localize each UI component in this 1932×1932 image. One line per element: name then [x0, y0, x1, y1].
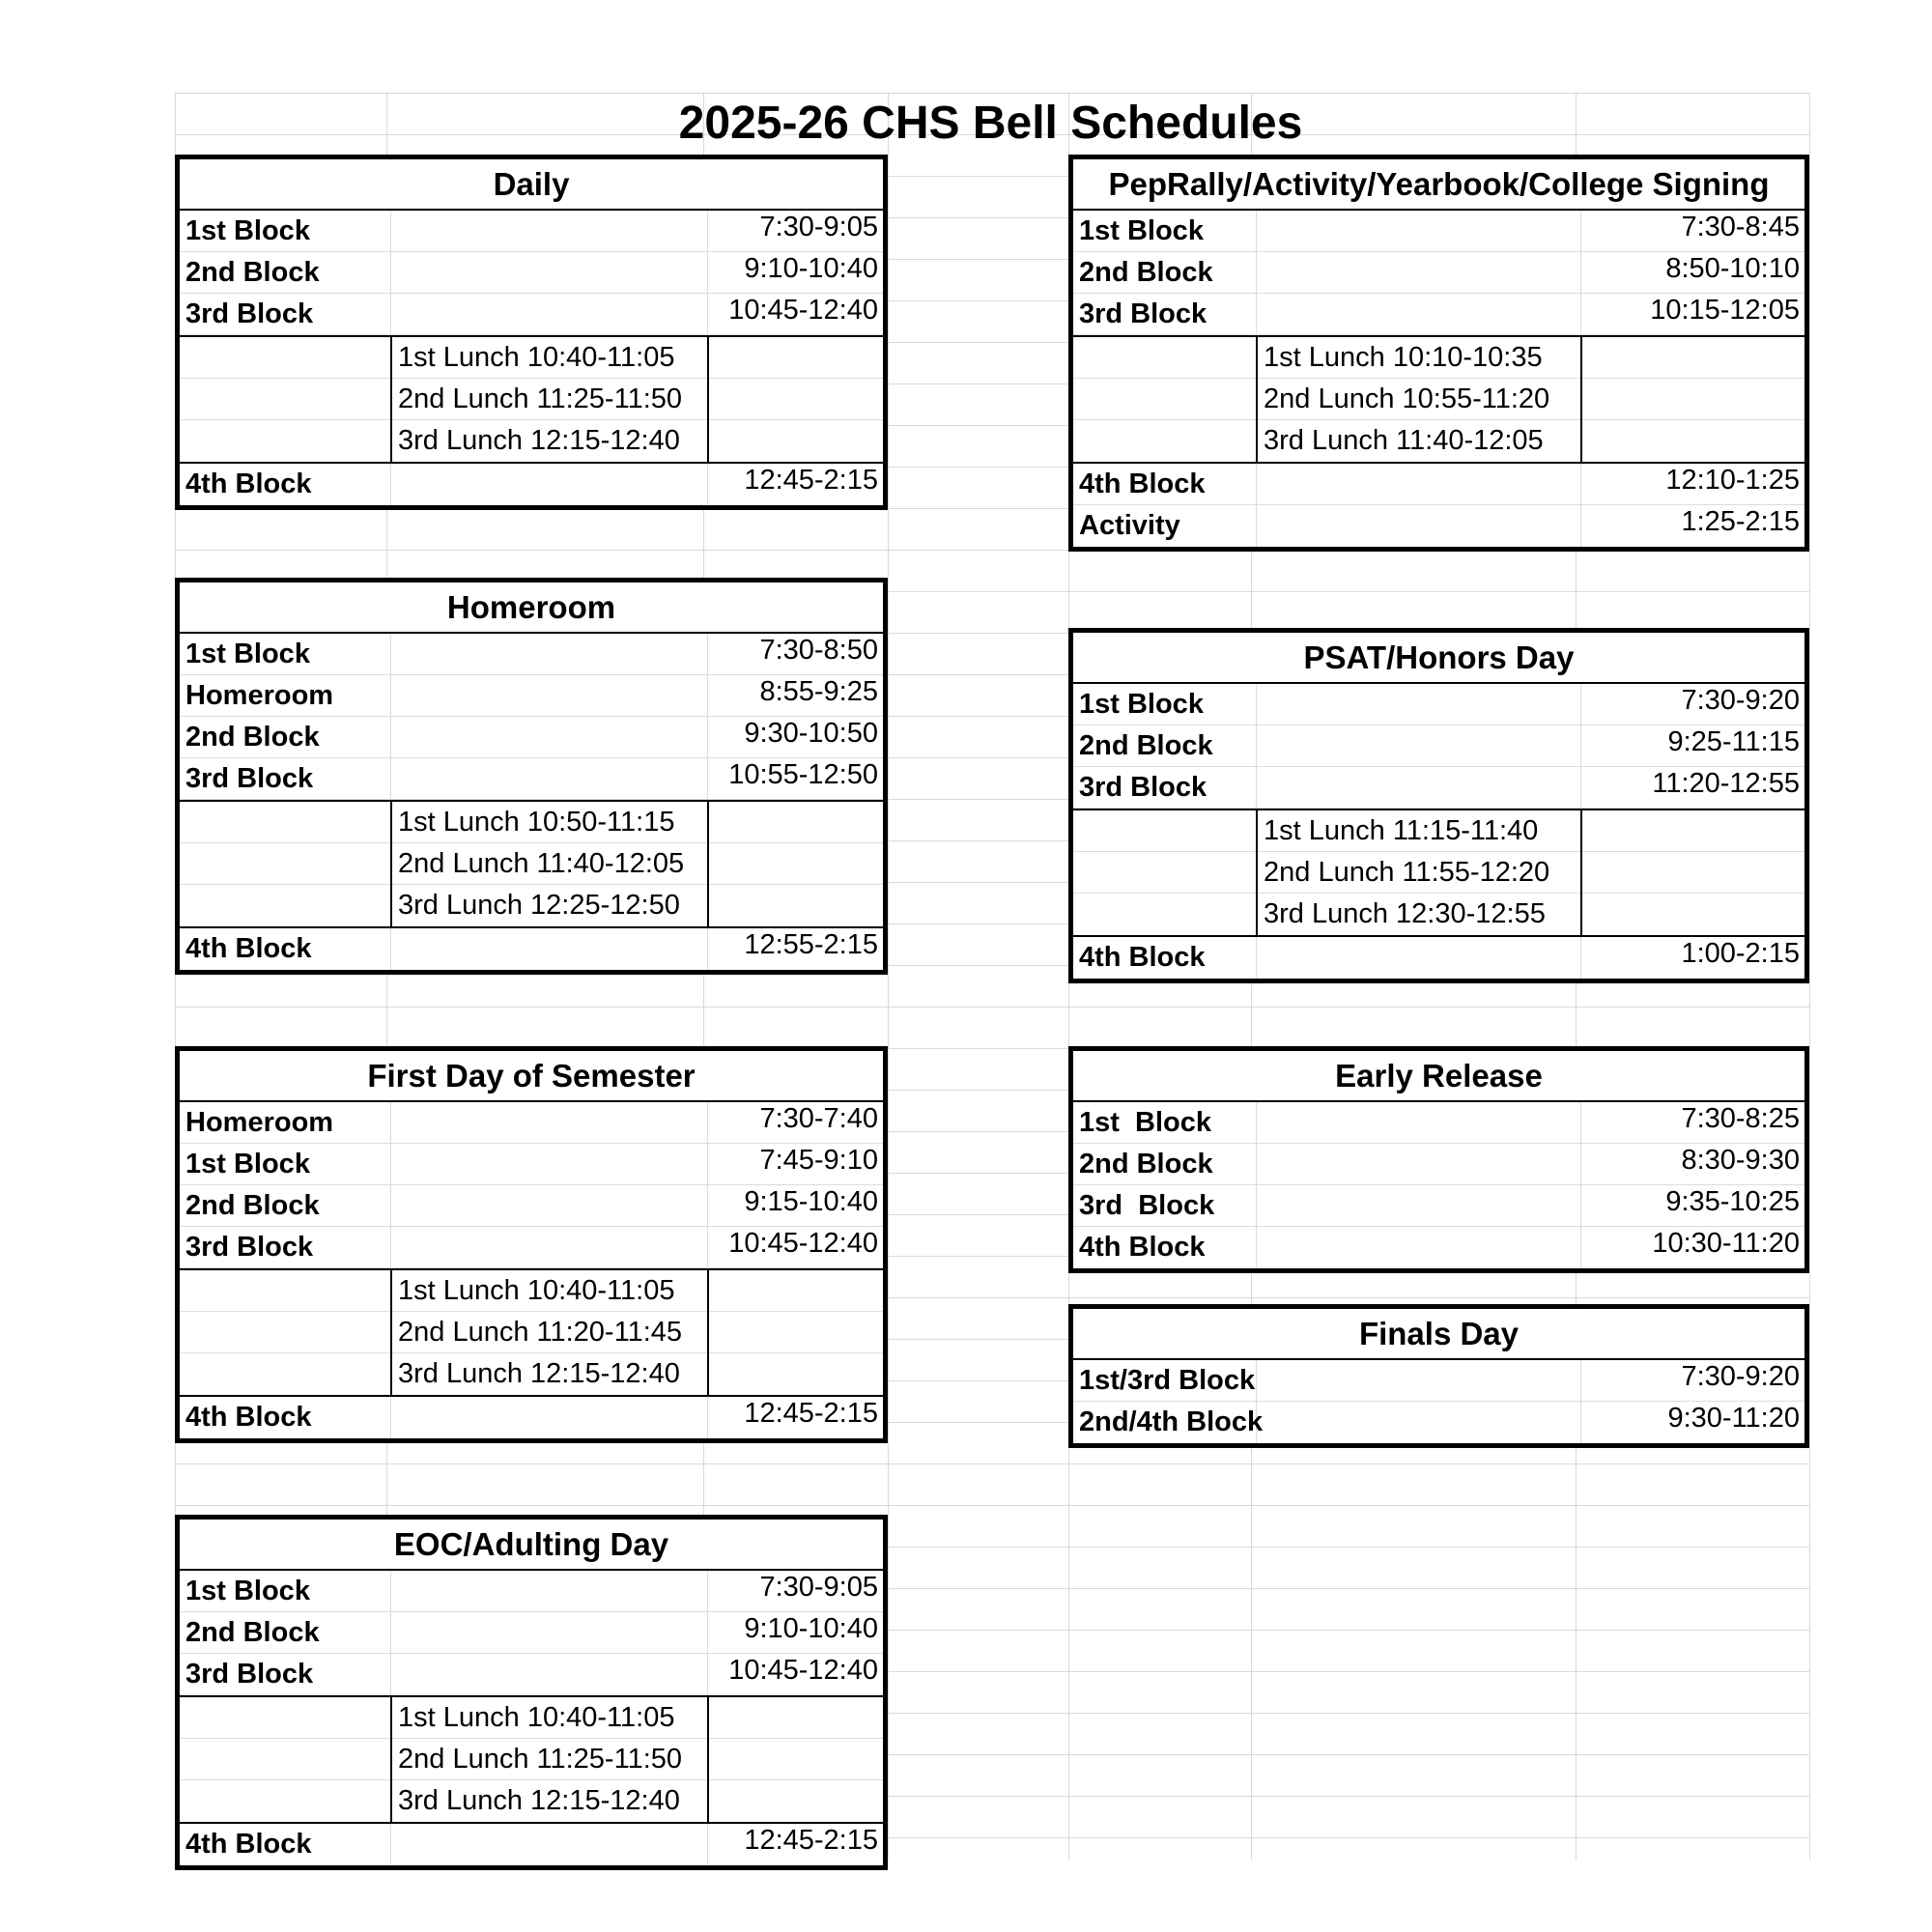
period-label: 4th Block — [1079, 469, 1206, 499]
period-time: 12:55-2:15 — [744, 929, 878, 960]
lunch-group — [180, 1268, 883, 1397]
schedule-row — [180, 1102, 883, 1144]
lunch-column-divider — [1256, 337, 1582, 462]
period-time: 12:45-2:15 — [744, 1825, 878, 1856]
period-time: 10:45-12:40 — [728, 1228, 878, 1259]
schedule-row — [180, 928, 883, 970]
lunch-time: 1st Lunch 10:50-11:15 — [398, 807, 675, 838]
period-time: 7:30-8:45 — [1681, 212, 1800, 242]
period-label: 1st Block — [185, 1576, 310, 1606]
lunch-time: 1st Lunch 10:40-11:05 — [398, 1702, 675, 1733]
lunch-time: 2nd Lunch 11:20-11:45 — [398, 1317, 683, 1348]
schedule-row — [180, 1654, 883, 1695]
period-time: 12:10-1:25 — [1665, 465, 1800, 496]
schedule-row — [1073, 1102, 1804, 1144]
period-time: 9:25-11:15 — [1667, 726, 1800, 757]
schedule-row — [180, 1227, 883, 1268]
period-label: 4th Block — [1079, 1232, 1206, 1263]
schedule-eoc-adulting — [175, 1515, 888, 1870]
schedule-psat-honors — [1068, 628, 1809, 983]
schedule-row — [1073, 684, 1804, 725]
period-time: 8:50-10:10 — [1665, 253, 1800, 284]
schedule-row — [180, 1571, 883, 1612]
lunch-time: 3rd Lunch 11:40-12:05 — [1264, 425, 1544, 456]
schedule-row — [1073, 1402, 1804, 1443]
period-label: 2nd Block — [185, 257, 320, 288]
period-time: 9:35-10:25 — [1665, 1186, 1800, 1217]
period-time: 1:00-2:15 — [1681, 938, 1800, 969]
schedule-row — [1073, 1227, 1804, 1268]
lunch-time: 3rd Lunch 12:30-12:55 — [1264, 898, 1546, 929]
period-label: 4th Block — [1079, 942, 1206, 973]
schedule-title: First Day of Semester — [180, 1051, 883, 1102]
schedule-row — [1073, 294, 1804, 335]
period-time: 11:20-12:55 — [1652, 768, 1800, 799]
period-time: 9:30-11:20 — [1667, 1403, 1800, 1434]
schedule-row — [1073, 505, 1804, 547]
schedule-row — [180, 211, 883, 252]
schedule-row — [180, 252, 883, 294]
lunch-time: 2nd Lunch 11:25-11:50 — [398, 384, 683, 414]
lunch-time: 1st Lunch 10:10-10:35 — [1264, 342, 1543, 373]
period-time: 7:30-9:05 — [759, 212, 878, 242]
lunch-time: 1st Lunch 10:40-11:05 — [398, 1275, 675, 1306]
period-label: 2nd Block — [185, 1617, 320, 1648]
schedule-row — [1073, 464, 1804, 505]
period-label: 4th Block — [185, 933, 312, 964]
period-label: 4th Block — [185, 1402, 312, 1433]
schedule-row — [180, 758, 883, 800]
period-label: 4th Block — [185, 1829, 312, 1860]
period-label: 1st Block — [1079, 215, 1204, 246]
period-label: 1st Block — [1079, 1107, 1211, 1138]
period-label: 2nd Block — [185, 722, 320, 753]
schedule-row — [1073, 252, 1804, 294]
schedule-title: EOC/Adulting Day — [180, 1520, 883, 1571]
schedule-row — [180, 1397, 883, 1438]
period-label: 1st Block — [185, 639, 310, 669]
schedule-row — [1073, 725, 1804, 767]
period-label: 3rd Block — [185, 298, 314, 329]
period-time: 12:45-2:15 — [744, 465, 878, 496]
period-label: 2nd Block — [185, 1190, 320, 1221]
period-label: 1st/3rd Block — [1079, 1365, 1256, 1396]
period-label: Homeroom — [185, 680, 334, 711]
period-time: 7:45-9:10 — [759, 1145, 878, 1176]
period-time: 12:45-2:15 — [744, 1398, 878, 1429]
period-label: 3rd Block — [1079, 1190, 1215, 1221]
period-label: Activity — [1079, 510, 1180, 541]
lunch-column-divider — [390, 1270, 709, 1395]
period-time: 1:25-2:15 — [1681, 506, 1800, 537]
period-time: 7:30-8:25 — [1681, 1103, 1800, 1134]
period-time: 9:30-10:50 — [744, 718, 878, 749]
schedule-homeroom — [175, 578, 888, 975]
period-time: 9:10-10:40 — [744, 1613, 878, 1644]
lunch-group — [180, 800, 883, 928]
schedule-title: Early Release — [1073, 1051, 1804, 1102]
period-time: 7:30-8:50 — [759, 635, 878, 666]
schedule-early-release — [1068, 1046, 1809, 1273]
schedule-row — [180, 1185, 883, 1227]
period-label: 2nd Block — [1079, 730, 1213, 761]
period-label: 2nd Block — [1079, 1149, 1213, 1179]
period-label: 1st Block — [185, 1149, 310, 1179]
period-label: 1st Block — [1079, 689, 1204, 720]
schedule-row — [1073, 767, 1804, 809]
lunch-column-divider — [390, 802, 709, 926]
schedule-row — [180, 1824, 883, 1865]
lunch-time: 1st Lunch 11:15-11:40 — [1264, 815, 1539, 846]
period-label: 3rd Block — [185, 763, 314, 794]
lunch-group — [180, 335, 883, 464]
schedule-row — [1073, 1144, 1804, 1185]
lunch-group — [1073, 809, 1804, 937]
lunch-group — [180, 1695, 883, 1824]
period-label: 3rd Block — [185, 1232, 314, 1263]
lunch-column-divider — [390, 337, 709, 462]
lunch-time: 2nd Lunch 11:40-12:05 — [398, 848, 685, 879]
period-label: 2nd Block — [1079, 257, 1213, 288]
schedule-row — [180, 294, 883, 335]
page-title: 2025-26 CHS Bell Schedules — [678, 98, 1303, 149]
schedule-title: Daily — [180, 159, 883, 211]
lunch-column-divider — [1256, 810, 1582, 935]
schedule-row — [1073, 1185, 1804, 1227]
lunch-time: 1st Lunch 10:40-11:05 — [398, 342, 675, 373]
period-label: 4th Block — [185, 469, 312, 499]
schedule-row — [180, 1144, 883, 1185]
schedule-title: Homeroom — [180, 582, 883, 634]
period-label: 2nd/4th Block — [1079, 1406, 1264, 1437]
period-time: 10:55-12:50 — [728, 759, 878, 790]
period-time: 10:15-12:05 — [1650, 295, 1800, 326]
period-label: 3rd Block — [1079, 298, 1208, 329]
lunch-group — [1073, 335, 1804, 464]
schedule-row — [180, 675, 883, 717]
schedule-row — [1073, 1360, 1804, 1402]
lunch-column-divider — [390, 1697, 709, 1822]
lunch-time: 3rd Lunch 12:15-12:40 — [398, 1785, 680, 1816]
lunch-time: 2nd Lunch 11:55-12:20 — [1264, 857, 1550, 888]
schedule-finals-day — [1068, 1304, 1809, 1448]
lunch-time: 3rd Lunch 12:25-12:50 — [398, 890, 680, 921]
lunch-time: 2nd Lunch 10:55-11:20 — [1264, 384, 1550, 414]
period-time: 8:55-9:25 — [759, 676, 878, 707]
period-time: 8:30-9:30 — [1681, 1145, 1800, 1176]
lunch-time: 2nd Lunch 11:25-11:50 — [398, 1744, 683, 1775]
schedule-row — [180, 1612, 883, 1654]
period-label: Homeroom — [185, 1107, 334, 1138]
schedule-title: PSAT/Honors Day — [1073, 633, 1804, 684]
schedule-daily — [175, 155, 888, 510]
schedule-row — [180, 717, 883, 758]
schedule-pep-rally — [1068, 155, 1809, 552]
period-time: 7:30-9:05 — [759, 1572, 878, 1603]
schedule-title: PepRally/Activity/Yearbook/College Signing — [1073, 159, 1804, 211]
lunch-time: 3rd Lunch 12:15-12:40 — [398, 425, 680, 456]
schedule-row — [180, 634, 883, 675]
period-time: 9:15-10:40 — [744, 1186, 878, 1217]
period-label: 1st Block — [185, 215, 310, 246]
period-time: 10:45-12:40 — [728, 295, 878, 326]
schedule-row — [180, 464, 883, 505]
period-time: 10:30-11:20 — [1652, 1228, 1800, 1259]
period-time: 7:30-9:20 — [1681, 685, 1800, 716]
period-time: 7:30-7:40 — [759, 1103, 878, 1134]
schedule-row — [1073, 937, 1804, 979]
schedule-first-day — [175, 1046, 888, 1443]
period-time: 7:30-9:20 — [1681, 1361, 1800, 1392]
period-label: 3rd Block — [1079, 772, 1208, 803]
schedule-title: Finals Day — [1073, 1309, 1804, 1360]
period-time: 9:10-10:40 — [744, 253, 878, 284]
period-label: 3rd Block — [185, 1659, 314, 1690]
lunch-time: 3rd Lunch 12:15-12:40 — [398, 1358, 680, 1389]
schedule-row — [1073, 211, 1804, 252]
period-time: 10:45-12:40 — [728, 1655, 878, 1686]
